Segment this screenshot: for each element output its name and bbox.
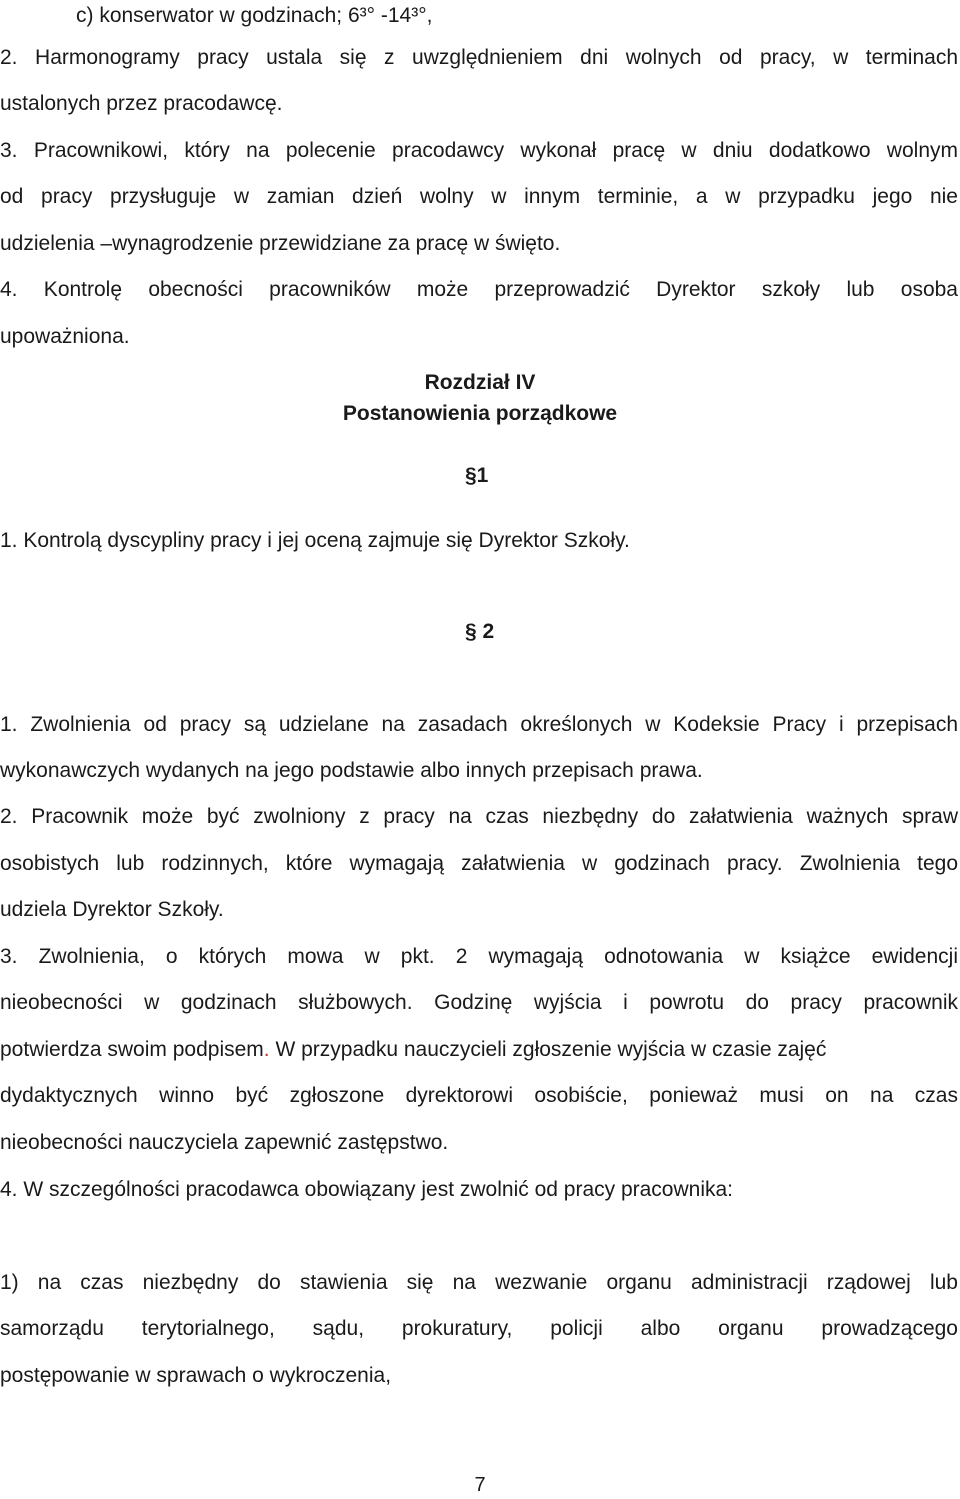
text-line: wykonawczych wydanych na jego podstawie albo innych przepisach prawa. (0, 759, 703, 782)
text-fragment: W przypadku nauczycieli zgłoszenie wyjścia w czasie zajęć (269, 1038, 827, 1061)
text-line: 4. W szczególności pracodawca obowiązany jest zwolnić od pracy pracownika: (0, 1178, 734, 1201)
text-line: 4. Kontrolę obecności pracowników może przeprowadzić Dyrektor szkoły lub osoba (0, 278, 958, 301)
text-line: od pracy przysługuje w zamian dzień wolny w innym terminie, a w przypadku jego nie (0, 185, 958, 208)
text-line: 2. Pracownik może być zwolniony z pracy na czas niezbędny do załatwienia ważnych spraw (0, 805, 958, 828)
chapter-title: Rozdział IV (424, 371, 536, 394)
text-line: osobistych lub rodzinnych, które wymagają załatwienia w godzinach pracy. Zwolnienia tego (0, 852, 958, 875)
section-heading: §1 (465, 464, 489, 487)
text-line: c) konserwator w godzinach; 6³° -14³°, (76, 4, 433, 27)
section-heading: § 2 (465, 620, 495, 643)
text-line: 2. Harmonogramy pracy ustala się z uwzględnieniem dni wolnych od pracy, w terminach (0, 46, 958, 69)
text-line: udzielenia –wynagrodzenie przewidziane za pracę w święto. (0, 232, 561, 255)
text-line: 1) na czas niezbędny do stawienia się na wezwanie organu administracji rządowej lub (0, 1271, 958, 1294)
highlighted-period: . (263, 1038, 270, 1061)
text-line: nieobecności nauczyciela zapewnić zastępstwo. (0, 1131, 449, 1154)
text-line: samorządu terytorialnego, sądu, prokuratury, policji albo organu prowadzącego (0, 1317, 958, 1340)
text-line: 1. Kontrolą dyscypliny pracy i jej oceną zajmuje się Dyrektor Szkoły. (0, 529, 630, 552)
page-number: 7 (474, 1474, 486, 1496)
text-line: udziela Dyrektor Szkoły. (0, 898, 224, 921)
text-line: 3. Zwolnienia, o których mowa w pkt. 2 wymagają odnotowania w książce ewidencji (0, 945, 958, 968)
chapter-subtitle: Postanowienia porządkowe (342, 402, 618, 425)
text-line (0, 1036, 958, 1064)
text-line: ustalonych przez pracodawcę. (0, 92, 283, 115)
text-fragment: potwierdza swoim podpisem (0, 1038, 264, 1061)
text-line: dydaktycznych winno być zgłoszone dyrektorowi osobiście, ponieważ musi on na czas (0, 1084, 958, 1107)
text-line: nieobecności w godzinach służbowych. Godzinę wyjścia i powrotu do pracy pracownik (0, 991, 958, 1014)
text-line: 1. Zwolnienia od pracy są udzielane na zasadach określonych w Kodeksie Pracy i przepisach (0, 713, 958, 736)
text-line: upoważniona. (0, 325, 130, 348)
text-line: postępowanie w sprawach o wykroczenia, (0, 1364, 392, 1387)
text-line: 3. Pracownikowi, który na polecenie pracodawcy wykonał pracę w dniu dodatkowo wolnym (0, 139, 958, 162)
